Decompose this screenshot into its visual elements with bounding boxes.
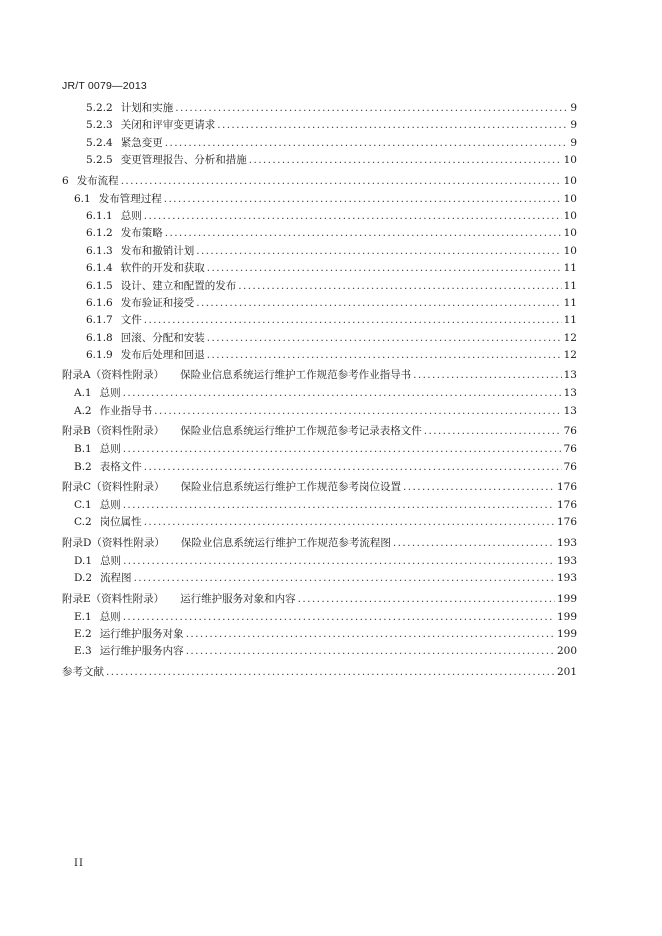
toc-entry-number: 6.1.6	[86, 296, 113, 309]
toc-entry[interactable]	[62, 553, 577, 570]
toc-entry-number: 附录B（资料性附录）	[62, 425, 165, 438]
toc-entry[interactable]	[62, 441, 577, 458]
toc-entry-number: D.1	[74, 554, 93, 567]
toc-leader-dots	[186, 643, 555, 660]
toc-leader-dots	[207, 330, 562, 347]
toc-leader-dots	[165, 225, 562, 242]
toc-leader-dots	[123, 441, 562, 458]
toc-leader-dots	[424, 423, 562, 440]
toc-entry-number: B.1	[74, 443, 92, 456]
toc-entry-page: 193	[556, 536, 577, 549]
toc-entry[interactable]	[62, 312, 577, 329]
toc-entry[interactable]	[62, 278, 577, 295]
toc-entry-title: 保险业信息系统运行维护工作规范参考作业指导书	[180, 369, 412, 382]
toc-entry-number: 6	[62, 174, 69, 187]
toc-entry-number: 5.2.3	[86, 119, 113, 132]
toc-entry-page: 12	[563, 331, 577, 344]
toc-leader-dots	[403, 479, 555, 496]
toc-leader-dots	[298, 591, 555, 608]
toc-entry-page: 201	[556, 665, 577, 678]
toc-leader-dots	[217, 117, 568, 134]
toc-entry-number: A.2	[74, 404, 92, 417]
toc-entry-number: 6.1.9	[86, 349, 113, 362]
toc-entry-title: 回滚、分配和安装	[120, 331, 205, 344]
toc-entry[interactable]	[62, 570, 577, 587]
toc-entry-page: 11	[563, 296, 577, 309]
toc-entry-page: 9	[570, 102, 577, 114]
toc-leader-dots	[154, 403, 562, 420]
toc-entry-page: 9	[570, 136, 577, 149]
toc-entry-page: 10	[563, 244, 577, 257]
toc-entry[interactable]	[62, 385, 577, 402]
toc-entry[interactable]	[62, 173, 577, 191]
toc-entry-page: 10	[563, 209, 577, 222]
toc-entry[interactable]	[62, 423, 577, 441]
toc-entry-title: 参考文献	[62, 665, 104, 678]
toc-entry[interactable]	[62, 643, 577, 660]
toc-entry[interactable]	[62, 497, 577, 514]
toc-entry-title: 保险业信息系统运行维护工作规范参考流程图	[180, 536, 391, 549]
toc-entry[interactable]	[62, 347, 577, 364]
toc-entry[interactable]	[62, 135, 577, 152]
toc-leader-dots	[144, 312, 562, 329]
toc-leader-dots	[123, 497, 555, 514]
toc-entry-page: 200	[556, 645, 577, 658]
toc-entry-page: 11	[563, 262, 577, 275]
toc-leader-dots	[207, 260, 562, 277]
toc-entry-title: 总则	[100, 554, 122, 567]
toc-entry-title: 发布和撤销计划	[120, 244, 195, 257]
toc-entry-title: 运行维护服务对象和内容	[180, 592, 296, 605]
toc-entry-number: 6.1.7	[86, 314, 113, 327]
toc-entry-number: 附录C（资料性附录）	[62, 481, 165, 494]
toc-entry-title: 变更管理报告、分析和措施	[120, 154, 247, 167]
toc-entry-title: 总则	[99, 610, 121, 623]
toc-entry-title: 发布后处理和回退	[120, 349, 205, 362]
document-code-header: JR/T 0079—2013	[62, 80, 147, 92]
toc-entry[interactable]	[62, 626, 577, 643]
toc-entry-number: 附录D（资料性附录）	[62, 536, 165, 549]
toc-entry-title: 设计、建立和配置的发布	[120, 279, 237, 292]
toc-entry-title: 运行维护服务对象	[99, 627, 184, 640]
toc-entry-title: 计划和实施	[120, 102, 174, 114]
toc-entry-page: 199	[556, 610, 577, 623]
toc-leader-dots	[123, 609, 555, 626]
toc-entry-title: 岗位属性	[99, 516, 142, 529]
toc-entry[interactable]	[62, 514, 577, 531]
toc-entry-number: B.2	[74, 460, 92, 473]
toc-entry-number: D.2	[74, 572, 93, 585]
toc-entry[interactable]	[62, 330, 577, 347]
toc-leader-dots	[123, 385, 562, 402]
toc-entry-title: 总则	[99, 443, 121, 456]
toc-entry-number: 6.1.4	[86, 262, 113, 275]
toc-leader-dots	[175, 100, 568, 117]
toc-entry-number: 5.2.5	[86, 154, 113, 167]
toc-entry-title: 关闭和评审变更请求	[120, 119, 216, 132]
toc-entry-page: 13	[563, 404, 577, 417]
toc-entry-title: 软件的开发和获取	[120, 262, 205, 275]
toc-entry-page: 199	[556, 592, 577, 605]
toc-leader-dots	[144, 208, 562, 225]
toc-leader-dots	[393, 535, 555, 552]
toc-entry-page: 12	[563, 349, 577, 362]
toc-entry-number: E.2	[74, 627, 92, 640]
toc-entry[interactable]	[62, 664, 577, 682]
toc-leader-dots	[144, 514, 555, 531]
toc-entry-page: 13	[563, 369, 577, 382]
toc-entry-title: 总则	[99, 499, 121, 512]
toc-entry-page: 76	[563, 443, 577, 456]
toc-leader-dots	[144, 459, 562, 476]
toc-entry-page: 9	[570, 119, 577, 132]
toc-entry-title: 总则	[99, 387, 121, 400]
toc-leader-dots	[413, 367, 562, 384]
toc-leader-dots	[164, 191, 562, 208]
toc-entry-page: 10	[563, 192, 577, 205]
toc-entry-page: 10	[563, 227, 577, 240]
toc-entry[interactable]	[62, 459, 577, 476]
toc-entry-number: 5.2.2	[86, 102, 113, 114]
toc-entry-title: 发布管理过程	[98, 192, 162, 205]
toc-entry-number: 附录A（资料性附录）	[62, 369, 165, 382]
toc-entry-page: 193	[556, 554, 577, 567]
toc-entry-page: 176	[556, 499, 577, 512]
toc-entry-number: 6.1.2	[86, 227, 113, 240]
toc-entry-number: 6.1.1	[86, 209, 113, 222]
toc-entry-title: 运行维护服务内容	[99, 645, 184, 658]
toc-entry[interactable]	[62, 117, 577, 134]
toc-entry[interactable]	[62, 367, 577, 385]
toc-entry-title: 发布验证和接受	[120, 296, 195, 309]
toc-entry-page: 11	[563, 279, 577, 292]
toc-entry-number: C.2	[74, 516, 92, 529]
toc-entry[interactable]	[62, 100, 577, 117]
toc-entry-page: 11	[563, 314, 577, 327]
toc-entry-page: 176	[556, 516, 577, 529]
table-of-contents	[62, 100, 577, 682]
toc-entry-number: 6.1	[74, 192, 91, 205]
toc-leader-dots	[249, 152, 562, 169]
toc-entry-number: 附录E（资料性附录）	[62, 592, 165, 605]
toc-entry-number: E.1	[74, 610, 92, 623]
toc-entry-number: C.1	[74, 499, 92, 512]
toc-entry[interactable]	[62, 260, 577, 277]
toc-entry-title: 紧急变更	[120, 136, 163, 149]
toc-entry-page: 13	[563, 387, 577, 400]
toc-entry-title: 作业指导书	[99, 404, 153, 417]
toc-entry[interactable]	[62, 479, 577, 497]
toc-leader-dots	[196, 243, 561, 260]
toc-entry-number: 6.1.5	[86, 279, 113, 292]
toc-leader-dots	[238, 278, 561, 295]
toc-entry[interactable]	[62, 225, 577, 242]
toc-entry-title: 总则	[120, 209, 142, 222]
toc-entry-page: 176	[556, 481, 577, 494]
toc-entry[interactable]	[62, 208, 577, 225]
toc-entry-title: 发布策略	[120, 227, 163, 240]
toc-entry[interactable]	[62, 403, 577, 420]
toc-entry[interactable]	[62, 591, 577, 609]
toc-entry[interactable]	[62, 609, 577, 626]
toc-leader-dots	[196, 295, 561, 312]
toc-leader-dots	[134, 570, 555, 587]
toc-entry-number: A.1	[74, 387, 92, 400]
toc-entry-title: 表格文件	[99, 460, 142, 473]
toc-entry[interactable]	[62, 535, 577, 553]
toc-entry-page: 10	[563, 154, 577, 167]
toc-leader-dots	[106, 664, 555, 681]
toc-entry[interactable]	[62, 295, 577, 312]
toc-entry-title: 保险业信息系统运行维护工作规范参考岗位设置	[180, 481, 402, 494]
toc-entry-page: 193	[556, 572, 577, 585]
page-number-footer: II	[74, 858, 84, 869]
toc-entry-number: 6.1.3	[86, 244, 113, 257]
toc-entry-number: 6.1.8	[86, 331, 113, 344]
toc-entry-title: 发布流程	[76, 174, 119, 187]
toc-leader-dots	[207, 347, 562, 364]
toc-entry[interactable]	[62, 191, 577, 208]
toc-entry-title: 保险业信息系统运行维护工作规范参考记录表格文件	[180, 425, 422, 438]
toc-entry-number: 5.2.4	[86, 136, 113, 149]
toc-entry-page: 76	[563, 460, 577, 473]
toc-leader-dots	[186, 626, 555, 643]
toc-leader-dots	[165, 135, 569, 152]
toc-leader-dots	[121, 173, 562, 190]
toc-entry-page: 10	[563, 174, 577, 187]
toc-leader-dots	[123, 553, 555, 570]
toc-entry-title: 流程图	[100, 572, 132, 585]
toc-entry-title: 文件	[120, 314, 142, 327]
toc-entry-number: E.3	[74, 645, 92, 658]
toc-entry-page: 199	[556, 627, 577, 640]
toc-entry-page: 76	[563, 425, 577, 438]
toc-entry[interactable]	[62, 152, 577, 169]
toc-entry[interactable]	[62, 243, 577, 260]
